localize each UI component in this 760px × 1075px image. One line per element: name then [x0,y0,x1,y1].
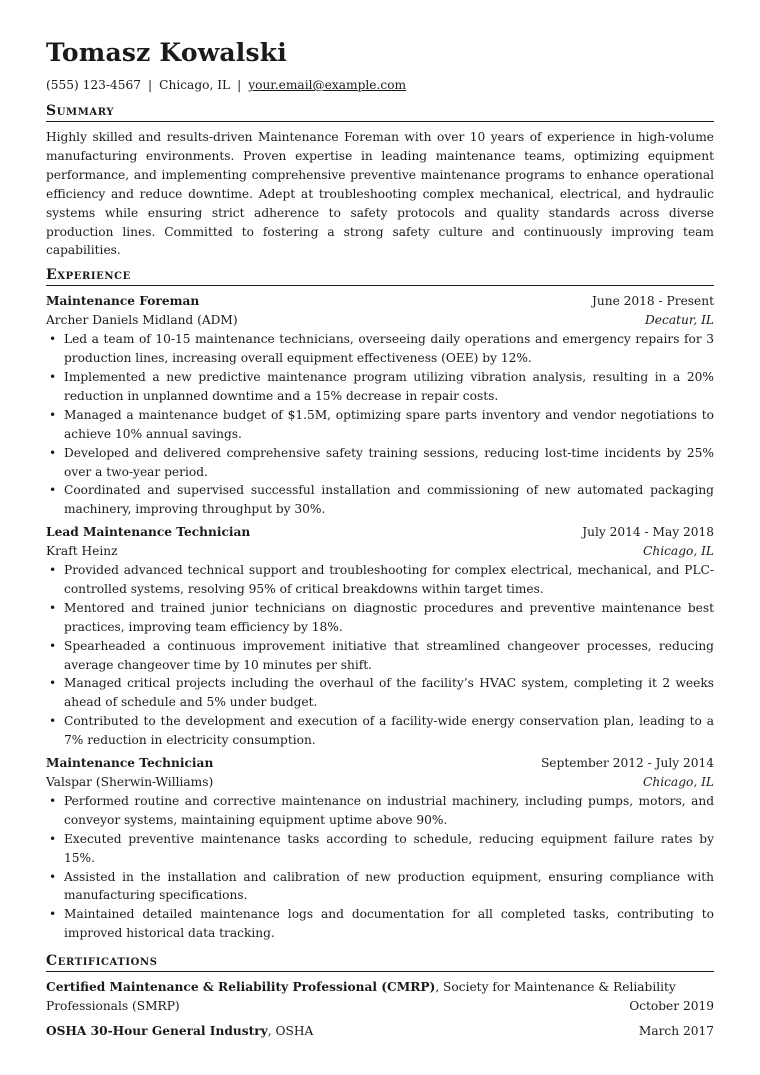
bullet-item: • Managed critical projects including the overhaul of the facility’s HVAC system, completing it 2 weeks ahead of schedule and 5% under budget. [46,674,714,712]
bullet-item: • Implemented a new predictive maintenance program utilizing vibration analysis, resulting in a 20% reduction in unplanned downtime and a 15% decrease in repair costs. [46,368,714,406]
contact-line [46,76,714,94]
cert-line-1 [46,978,714,1016]
job-bullets [46,792,714,943]
cert-issuer: , Society for Maintenance & Reliability Professionals (SMRP) [46,980,676,1014]
job-bullets [46,330,714,519]
job-entry [46,292,714,519]
cert-name: OSHA 30-Hour General Industry [46,1023,268,1038]
job-title: Lead Maintenance Technician [46,525,251,540]
company-name: Valspar (Sherwin-Williams) [46,775,214,789]
bullet-item: • Mentored and trained junior technicians on diagnostic procedures and preventive maintenance best practices, improving team efficiency by 18%. [46,599,714,637]
job-header-row [46,754,714,773]
bullet-item: • Managed a maintenance budget of $1.5M, optimizing spare parts inventory and vendor negotiations to achieve 10% annual savings. [46,406,714,444]
bullet-item: • Developed and delivered comprehensive safety training sessions, reducing lost-time incidents by 25% over a two-year period. [46,444,714,482]
job-company-row [46,311,714,330]
bullet-item: • Led a team of 10-15 maintenance technicians, overseeing daily operations and emergency repairs for 3 production lines, increasing overall equipment effectiveness (OEE) by 12%. [46,330,714,368]
job-bullets [46,561,714,750]
cert-date: March 2017 [638,1023,714,1038]
bullet-item: • Coordinated and supervised successful installation and commissioning of new automated packaging machinery, improving throughput by 30%. [46,481,714,519]
bullet-item: • Executed preventive maintenance tasks according to schedule, reducing equipment failure rates by 15%. [46,830,714,868]
company-name: Archer Daniels Midland (ADM) [46,313,238,328]
certifications-heading: Certifications [46,952,714,972]
cert-left [46,1022,313,1041]
certifications-list [46,978,714,1041]
certification-item [46,1022,714,1041]
company-name: Kraft Heinz [46,544,118,559]
job-company-row [46,773,714,792]
cert-line [46,1022,714,1041]
job-location: Chicago, IL [643,544,714,559]
bullet-item: • Provided advanced technical support and troubleshooting for complex electrical, mechanical, and PLC-controlled systems, resolving 95% of critical breakdowns within target times. [46,561,714,599]
job-entry [46,523,714,750]
job-title: Maintenance Foreman [46,294,200,309]
bullet-item: • Spearheaded a continuous improvement initiative that streamlined changeover processes, reducing average changeover time by 10 minutes per shift. [46,637,714,675]
candidate-name: Tomasz Kowalski [46,38,288,67]
experience-list [46,292,714,943]
summary-heading: Summary [46,102,714,122]
job-header-row [46,523,714,542]
bullet-item: • Maintained detailed maintenance logs and documentation for all completed tasks, contributing to improved historical data tracking. [46,905,714,943]
bullet-item: • Performed routine and corrective maintenance on industrial machinery, including pumps, motors, and conveyor systems, maintaining equipment uptime above 90%. [46,792,714,830]
bullet-item: • Contributed to the development and execution of a facility-wide energy conservation plan, leading to a 7% reduction in electricity consumption. [46,712,714,750]
contact-separator: | [148,78,153,92]
cert-name: Certified Maintenance & Reliability Professional (CMRP) [46,980,436,995]
email-link[interactable]: your.email@example.com [248,78,407,92]
job-header-row [46,292,714,311]
job-company-row [46,542,714,561]
cert-date: October 2019 [629,999,714,1014]
job-entry [46,754,714,943]
bullet-item: • Assisted in the installation and calibration of new production equipment, ensuring compliance with manufacturing specifications. [46,868,714,906]
phone-number: (555) 123-4567 [46,78,142,92]
job-dates: September 2012 - July 2014 [540,756,714,771]
certification-item [46,978,714,1016]
location: Chicago, IL [159,78,231,92]
summary-text: Highly skilled and results-driven Maintenance Foreman with over 10 years of experience in high-volume manufacturing environments. Proven expertise in leading maintenance teams, optimizing equipment performance, and implementing comprehensive preventive maintenance programs to enhance operational efficiency and reduce downtime. Adept at troubleshooting complex mechanical, electrical, and hydraulic systems while ensuring strict adherence to safety protocols and quality standards across diverse production lines. Committed to fostering a strong safety culture and continuously improving team capabilities. [46,130,714,258]
job-location: Decatur, IL [645,313,714,328]
contact-separator: | [237,78,242,92]
resume-page [46,37,714,1041]
job-title: Maintenance Technician [46,756,214,771]
job-location: Chicago, IL [643,775,714,789]
job-dates: June 2018 - Present [591,294,714,309]
experience-heading: Experience [46,266,714,286]
cert-issuer: , OSHA [267,1023,314,1038]
job-dates: July 2014 - May 2018 [582,525,714,540]
